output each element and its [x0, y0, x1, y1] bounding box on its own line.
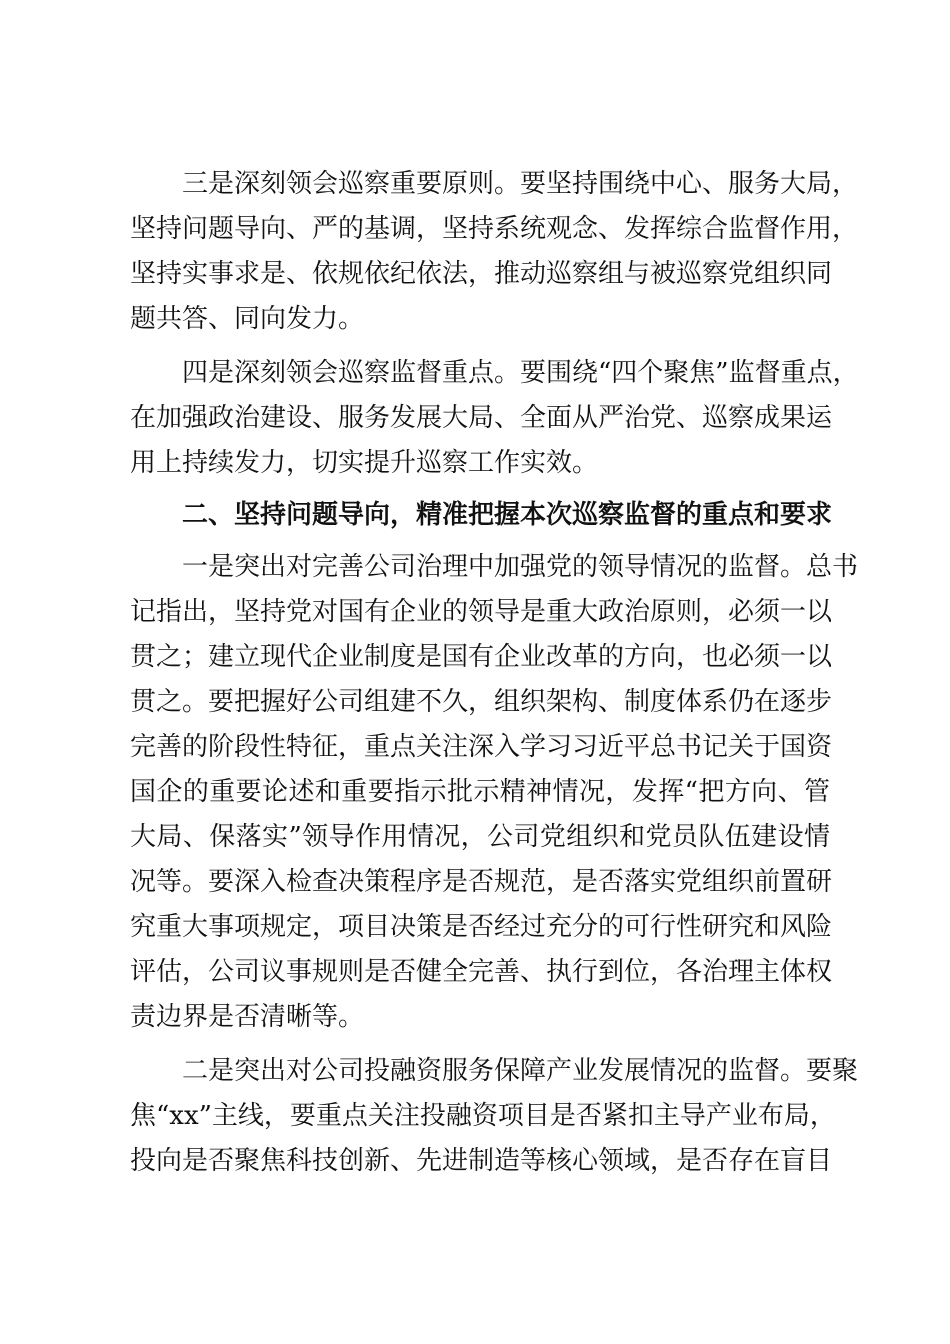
paragraph-line: 坚持实事求是、依规依纪依法，推动巡察组与被巡察党组织同 — [130, 259, 833, 289]
paragraph-spacing — [130, 538, 830, 545]
paragraph-line: 大局、保落实”领导作用情况，公司党组织和党员队伍建设情 — [130, 822, 830, 852]
paragraph-line: 贯之。要把握好公司组建不久，组织架构、制度体系仍在逐步 — [130, 687, 833, 717]
paragraph-line: 三是深刻领会巡察重要原则。要坚持围绕中心、服务大局， — [130, 169, 859, 199]
paragraph-line: 二是突出对公司投融资服务保障产业发展情况的监督。要聚 — [130, 1056, 859, 1086]
paragraph-line: 在加强政治建设、服务发展大局、全面从严治党、巡察成果运 — [130, 403, 833, 433]
paragraph-line: 贯之；建立现代企业制度是国有企业改革的方向，也必须一以 — [130, 642, 833, 672]
paragraph-spacing — [130, 486, 830, 493]
paragraph-line: 评估，公司议事规则是否健全完善、执行到位，各治理主体权 — [130, 957, 833, 987]
section-heading: 二、坚持问题导向，精准把握本次巡察监督的重点和要求 — [130, 500, 833, 530]
paragraph-line: 究重大事项规定，项目决策是否经过充分的可行性研究和风险 — [130, 912, 833, 942]
paragraph-line: 国企的重要论述和重要指示批示精神情况，发挥“把方向、管 — [130, 777, 830, 807]
paragraph-spacing — [130, 1040, 830, 1049]
document-body — [130, 162, 859, 1184]
paragraph-line: 记指出，坚持党对国有企业的领导是重大政治原则，必须一以 — [130, 597, 833, 627]
paragraph-line: 焦“xx”主线，要重点关注投融资项目是否紧扣主导产业布局， — [130, 1101, 836, 1131]
paragraph-line: 况等。要深入检查决策程序是否规范，是否落实党组织前置研 — [130, 867, 833, 897]
paragraph-line: 四是深刻领会巡察监督重点。要围绕“四个聚焦”监督重点， — [130, 358, 859, 388]
paragraph-line: 完善的阶段性特征，重点关注深入学习习近平总书记关于国资 — [130, 732, 833, 762]
paragraph-line: 责边界是否清晰等。 — [130, 1002, 365, 1032]
paragraph-line: 坚持问题导向、严的基调，坚持系统观念、发挥综合监督作用， — [130, 214, 859, 244]
paragraph-spacing — [130, 342, 830, 351]
paragraph-line: 一是突出对完善公司治理中加强党的领导情况的监督。总书 — [130, 552, 859, 582]
paragraph-line: 投向是否聚焦科技创新、先进制造等核心领域，是否存在盲目 — [130, 1146, 833, 1176]
paragraph-line: 题共答、同向发力。 — [130, 304, 365, 334]
paragraph-line: 用上持续发力，切实提升巡察工作实效。 — [130, 448, 599, 478]
